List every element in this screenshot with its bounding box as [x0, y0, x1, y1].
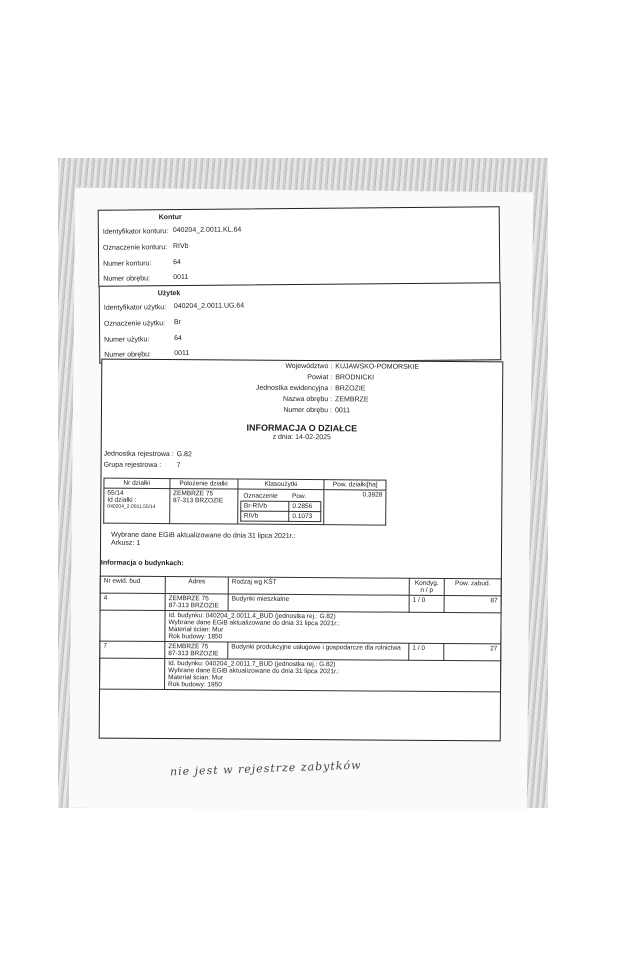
label: Identyfikator użytku:: [103, 304, 167, 312]
value: Id. budynku: 040204_2.0011.4_BUD (jednostka rej.: G.82): [168, 612, 336, 621]
header: Nr ewid. bud: [100, 576, 165, 593]
label: Numer obrębu:: [103, 275, 151, 283]
parcel-id: 040204_2.0011.55/14: [107, 503, 156, 510]
uzytek-section: [99, 282, 502, 364]
buildings-title: Informacja o budynkach:: [100, 559, 184, 568]
label: Jednostka rejestrowa :: [103, 450, 174, 459]
document-title: INFORMACJA O DZIAŁCE: [246, 422, 358, 434]
label: Numer obrębu :: [283, 406, 332, 415]
label: Id działki :: [107, 496, 137, 504]
value: 87-313 BRZOZIE: [168, 650, 219, 658]
value: Wybrane dane EGiB aktualizowane do dnia 31 lipca 2021r.:: [168, 619, 340, 628]
label: Identyfikator konturu:: [102, 228, 169, 236]
value: 87: [444, 596, 501, 613]
header: Oznaczenie: [240, 492, 289, 502]
value: Br-RIVb: [240, 501, 289, 511]
value: Wybrane dane EGiB aktualizowane do dnia 31 lipca 2021r.:: [168, 667, 340, 676]
value: 87-313 BRZOZIE: [172, 497, 224, 505]
value: KUJAWSKO-POMORSKIE: [335, 363, 420, 371]
value: ZEMBRZE 75: [168, 595, 209, 603]
value: Budynki mieszkalne: [228, 594, 409, 612]
klasouzytki-cell: [237, 489, 324, 525]
value: 040204_2.0011.UG.64: [173, 302, 245, 311]
header: Pow.: [289, 492, 321, 502]
uzytek-title: Użytek: [157, 290, 181, 298]
header: Klasoużytki: [237, 479, 324, 490]
header: Adres: [165, 577, 228, 594]
value: ZEMBRZE 75: [173, 490, 214, 498]
value: 0011: [173, 273, 189, 282]
header: Kondyg. n / p: [409, 578, 444, 595]
parcel-table: [103, 478, 386, 526]
value: 0.2856: [289, 501, 321, 511]
parcel-number: 55/14: [107, 489, 124, 497]
header: Rodzaj wg KŚT: [228, 577, 409, 595]
parcel-info-section: [99, 359, 504, 742]
label: Nazwa obrębu :: [282, 395, 333, 404]
parcel-number-cell: [104, 488, 170, 523]
value: 7: [176, 462, 181, 470]
parcel-area: 0,3928: [324, 490, 386, 525]
value: Rok budowy: 1950: [168, 681, 222, 689]
header: Pow. zabud.: [444, 579, 501, 596]
header: Pow. działki[ha]: [324, 480, 386, 490]
label: Numer konturu:: [103, 260, 152, 268]
handwritten-note: nie jest w rejestrze zabytków: [169, 758, 362, 779]
value: Rok budowy: 1850: [168, 633, 223, 641]
value: Budynki produkcyjne usługowe i gospodarcze dla rolnictwa: [228, 642, 409, 660]
value: ZEMBRZE: [335, 396, 369, 404]
value: 87-313 BRZOZIE: [168, 602, 219, 610]
value: RIVb: [240, 511, 289, 521]
label: Grupa rejestrowa :: [103, 461, 162, 470]
header: Położenie działki: [170, 479, 238, 489]
header-labels: [102, 362, 332, 419]
arkusz: Arkusz: 1: [111, 539, 141, 547]
value: BRZOZIE: [335, 385, 366, 393]
label: Oznaczenie użytku:: [103, 320, 166, 328]
kontur-section: [98, 206, 501, 288]
value: 0011: [334, 407, 351, 415]
egib-note: Wybrane dane EGiB aktualizowane do dnia 31 lipca 2021r.:: [111, 531, 296, 540]
location-cell: [169, 489, 237, 524]
kontur-title: Kontur: [158, 214, 182, 222]
value: 7: [100, 641, 165, 658]
value: 1 / 0: [409, 643, 444, 660]
value: Materiał ścian: Mur: [168, 674, 224, 682]
value: 64: [174, 335, 182, 343]
buildings-table: [99, 576, 502, 693]
value: 1 / 0: [409, 595, 444, 612]
label: Powiat :: [307, 374, 333, 382]
label: Numer użytku:: [104, 336, 150, 344]
value: G.82: [176, 451, 192, 459]
value: Materiał ścian: Mur: [168, 626, 224, 634]
document-date: z dnia: 14-02-2025: [272, 433, 331, 442]
value: Br: [173, 319, 182, 327]
header: Nr działki: [104, 478, 170, 488]
value: 64: [173, 259, 181, 267]
value: ZEMBRZE 75: [168, 643, 209, 651]
value: BRODNICKI: [335, 374, 375, 382]
value: 040204_2.0011.KL.64: [172, 226, 242, 235]
value: RIVb: [172, 242, 189, 251]
value: 0011: [174, 349, 190, 358]
value: 27: [444, 643, 501, 660]
value: Id. budynku: 040204_2.0011.7_BUD (jednostka rej.: G.82): [168, 660, 336, 669]
value: 4: [100, 593, 165, 610]
label: Oznaczenie konturu:: [102, 244, 168, 252]
header-values: [335, 363, 419, 419]
label: Jednostka ewidencyjna :: [255, 384, 333, 393]
label: Numer obrębu:: [104, 351, 152, 359]
label: Województwo :: [285, 362, 333, 371]
value: 0.1073: [289, 511, 321, 521]
